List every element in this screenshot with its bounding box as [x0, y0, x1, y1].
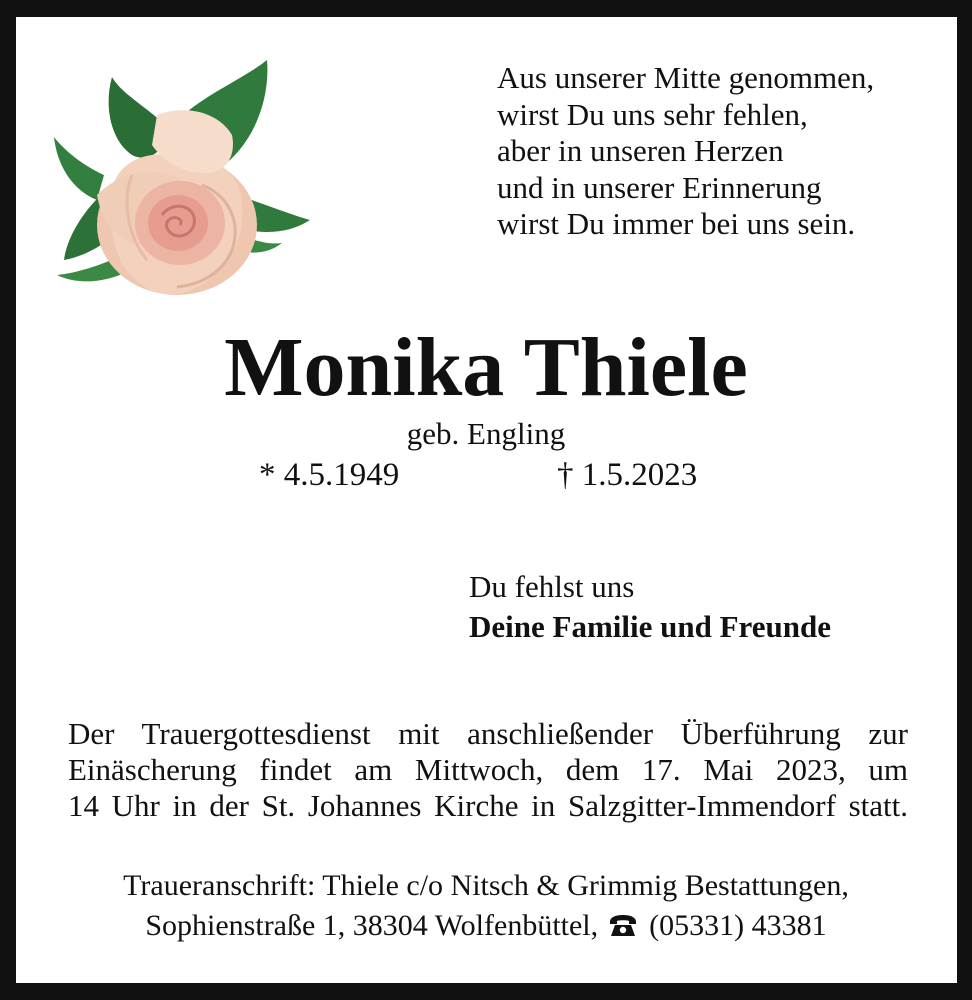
- mourning-address: [0, 866, 972, 946]
- service-notice: [68, 716, 908, 824]
- signoff-family: Deine Familie und Freunde: [469, 609, 831, 644]
- maiden-name: geb. Engling: [406, 416, 566, 451]
- memorial-poem: [497, 60, 937, 243]
- address-street: Sophienstraße 1, 38304 Wolfenbüttel,: [145, 909, 599, 942]
- service-line: Einäscherung findet am Mittwoch, dem 17. Mai 2023, um: [68, 752, 908, 787]
- death-date: † 1.5.2023: [557, 457, 698, 493]
- poem-line: wirst Du uns sehr fehlen,: [497, 96, 808, 132]
- birth-date: * 4.5.1949: [259, 457, 400, 493]
- poem-line: und in unserer Erinnerung: [497, 169, 822, 205]
- telephone-icon: [608, 914, 638, 938]
- signoff: [469, 567, 831, 647]
- address-line-1: Traueranschrift: Thiele c/o Nitsch & Grimmig Bestattungen,: [123, 869, 849, 902]
- poem-line: Aus unserer Mitte genommen,: [497, 60, 875, 95]
- phone-number: (05331) 43381: [649, 909, 827, 942]
- service-line: Der Trauergottesdienst mit anschließender Überführung zur: [68, 716, 908, 751]
- service-line: 14 Uhr in der St. Johannes Kirche in Salzgitter-Immendorf statt.: [68, 788, 908, 823]
- poem-line: wirst Du immer bei uns sein.: [497, 206, 856, 241]
- deceased-name: Monika Thiele: [224, 321, 748, 414]
- signoff-line: Du fehlst uns: [469, 569, 635, 604]
- address-line-2: [0, 906, 972, 946]
- rose-image: [52, 55, 312, 300]
- poem-line: aber in unseren Herzen: [497, 133, 784, 168]
